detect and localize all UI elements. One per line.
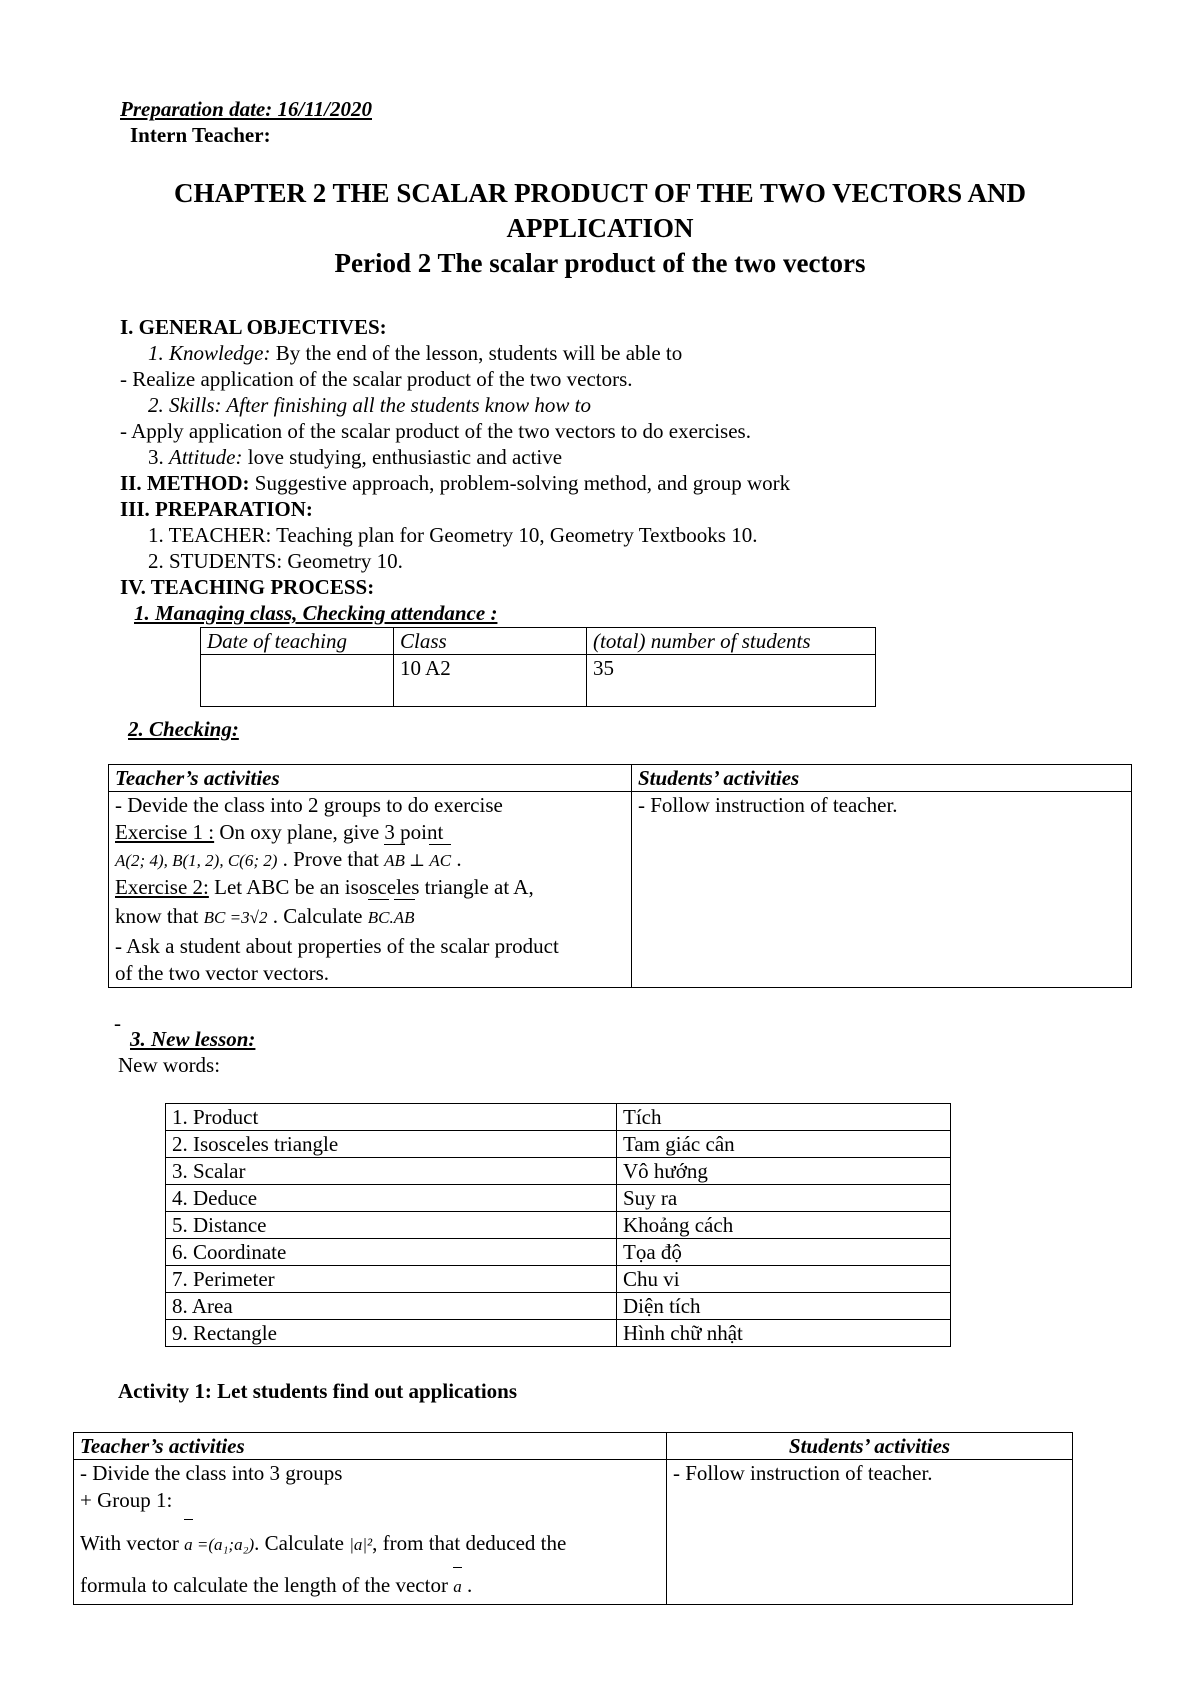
exercise2-text: Let ABC be an isosceles triangle at A, (208, 875, 534, 899)
attitude-text: love studying, enthusiastic and active (242, 445, 563, 469)
stray-dash: - (114, 1011, 121, 1035)
vocab-en: 9. Rectangle (166, 1320, 617, 1347)
activity1-t1: - Divide the class into 3 groups (80, 1461, 343, 1485)
activity1-t4-end: . (461, 1573, 473, 1597)
chapter-title-line1: CHAPTER 2 THE SCALAR PRODUCT OF THE TWO VECTORS AND (174, 178, 1026, 208)
bc-value: =3√2 (225, 908, 268, 927)
vocab-en: 6. Coordinate (166, 1239, 617, 1266)
preparation-teacher: 1. TEACHER: Teaching plan for Geometry 10, Geometry Textbooks 10. (148, 523, 758, 547)
vector-a-norm-squared: |a|² (349, 1535, 373, 1554)
knowledge-line (148, 340, 682, 366)
new-lesson-heading: 3. New lesson: (130, 1027, 256, 1051)
attendance-table (200, 627, 876, 707)
preparation-students: 2. STUDENTS: Geometry 10. (148, 549, 403, 573)
chapter-title-line2: APPLICATION (506, 213, 694, 243)
vocab-vi: Tích (617, 1104, 951, 1131)
checking-heading: 2. Checking: (128, 717, 239, 741)
knowledge-text: By the end of the lesson, students will be able to (270, 341, 683, 365)
activity1-s1: - Follow instruction of teacher. (673, 1461, 933, 1485)
vocab-en: 7. Perimeter (166, 1266, 617, 1293)
checking-t1: - Devide the class into 2 groups to do exercise (115, 793, 503, 817)
vector-ab: AB (384, 847, 405, 874)
vector-a-2: a (453, 1570, 462, 1604)
period-title: Period 2 The scalar product of the two vectors (334, 248, 866, 278)
vocab-vi: Diện tích (617, 1293, 951, 1320)
vocab-vi: Vô hướng (617, 1158, 951, 1185)
attendance-class: 10 A2 (394, 655, 587, 707)
attitude-num: 3. (148, 445, 169, 469)
activity1-t2: + Group 1: (80, 1488, 173, 1512)
checking-ask-1: - Ask a student about properties of the scalar product (115, 934, 559, 958)
attitude-line (148, 444, 562, 470)
activity1-t3-pre: With vector (80, 1531, 185, 1555)
vector-a-coords: =(a₁;a₂) (192, 1535, 255, 1554)
checking-ask-2: of the two vector vectors. (115, 961, 330, 985)
exercise1-prove: . Prove that (277, 847, 385, 871)
vector-bc: BC (368, 902, 390, 933)
vocab-en: 1. Product (166, 1104, 617, 1131)
vocab-vi: Tọa độ (617, 1239, 951, 1266)
managing-class: 1. Managing class, Checking attendance : (134, 601, 498, 625)
vocab-en: 3. Scalar (166, 1158, 617, 1185)
exercise2-calc: . Calculate (267, 904, 368, 928)
checking-teacher-header: Teacher’s activities (109, 765, 632, 792)
vector-a: a (184, 1522, 193, 1568)
activity1-t4-line (80, 1568, 660, 1604)
vocab-en: 8. Area (166, 1293, 617, 1320)
activity1-t3-calc: . Calculate (254, 1531, 350, 1555)
activity1-heading: Activity 1: Let students find out applications (118, 1379, 518, 1403)
exercise1-line (115, 819, 625, 846)
knowledge-detail: - Realize application of the scalar product of the two vectors. (120, 367, 633, 391)
exercise1-text: On oxy plane, give 3 point (214, 820, 444, 844)
perp-symbol: ⊥ (404, 851, 430, 870)
vocab-vi: Hình chữ nhật (617, 1320, 951, 1347)
exercise2-line (115, 874, 625, 901)
method-text: Suggestive approach, problem-solving method, and group work (249, 471, 791, 495)
activity1-teacher-header: Teacher’s activities (74, 1433, 667, 1460)
attendance-header-class: Class (394, 628, 587, 655)
activity1-t4-pre: formula to calculate the length of the vector (80, 1573, 454, 1597)
checking-student-header: Students’ activities (632, 765, 1132, 792)
activity1-student-cell (667, 1460, 1073, 1605)
skills-label: Skills: After finishing all the students know how to (169, 393, 591, 417)
vocab-en: 5. Distance (166, 1212, 617, 1239)
exercise2-given-line (115, 901, 625, 933)
knowledge-num: 1. (148, 341, 169, 365)
exercise1-label: Exercise 1 : (115, 820, 215, 844)
activity1-t3-line (80, 1514, 660, 1568)
vocab-vi: Tam giác cân (617, 1131, 951, 1158)
checking-teacher-cell (109, 792, 632, 988)
vocab-en: 2. Isosceles triangle (166, 1131, 617, 1158)
intern-teacher: Intern Teacher: (130, 123, 271, 147)
activity1-student-header: Students’ activities (667, 1433, 1073, 1460)
exercise2-know: know that (115, 904, 204, 928)
attendance-header-total: (total) number of students (587, 628, 876, 655)
skills-detail: - Apply application of the scalar product of the two vectors to do exercises. (120, 419, 751, 443)
attitude-label: Attitude: (169, 445, 243, 469)
exercise1-points-line (115, 846, 625, 874)
activity1-teacher-cell (74, 1460, 667, 1605)
segment-bc: BC (203, 908, 226, 927)
dot-symbol: . (389, 908, 394, 927)
knowledge-label: Knowledge: (169, 341, 271, 365)
process-heading: IV. TEACHING PROCESS: (120, 575, 375, 599)
vocab-vi: Chu vi (617, 1266, 951, 1293)
attendance-total: 35 (587, 655, 876, 707)
attendance-header-date: Date of teaching (201, 628, 394, 655)
vocab-vi: Khoảng cách (617, 1212, 951, 1239)
objectives-heading: I. GENERAL OBJECTIVES: (120, 315, 387, 339)
exercise1-end: . (451, 847, 462, 871)
vocabulary-table (165, 1103, 951, 1347)
exercise2-label: Exercise 2: (115, 875, 209, 899)
attendance-date (201, 655, 394, 707)
checking-s1: - Follow instruction of teacher. (638, 793, 898, 817)
skills-line (148, 392, 591, 418)
method-line (120, 470, 790, 496)
activity1-table (73, 1432, 1073, 1605)
vocab-vi: Suy ra (617, 1185, 951, 1212)
vocab-en: 4. Deduce (166, 1185, 617, 1212)
checking-table (108, 764, 1132, 988)
exercise1-points: A(2; 4), B(1, 2), C(6; 2) (115, 851, 278, 870)
method-label: II. METHOD: (120, 471, 250, 495)
preparation-heading: III. PREPARATION: (120, 497, 313, 521)
checking-student-cell (632, 792, 1132, 988)
vector-ab-2: AB (394, 902, 415, 933)
vector-ac: AC (429, 847, 451, 874)
skills-num: 2. (148, 393, 169, 417)
new-words-label: New words: (118, 1053, 221, 1077)
activity1-t3-post: , from that deduced the (372, 1531, 567, 1555)
preparation-date: Preparation date: 16/11/2020 (120, 97, 372, 121)
